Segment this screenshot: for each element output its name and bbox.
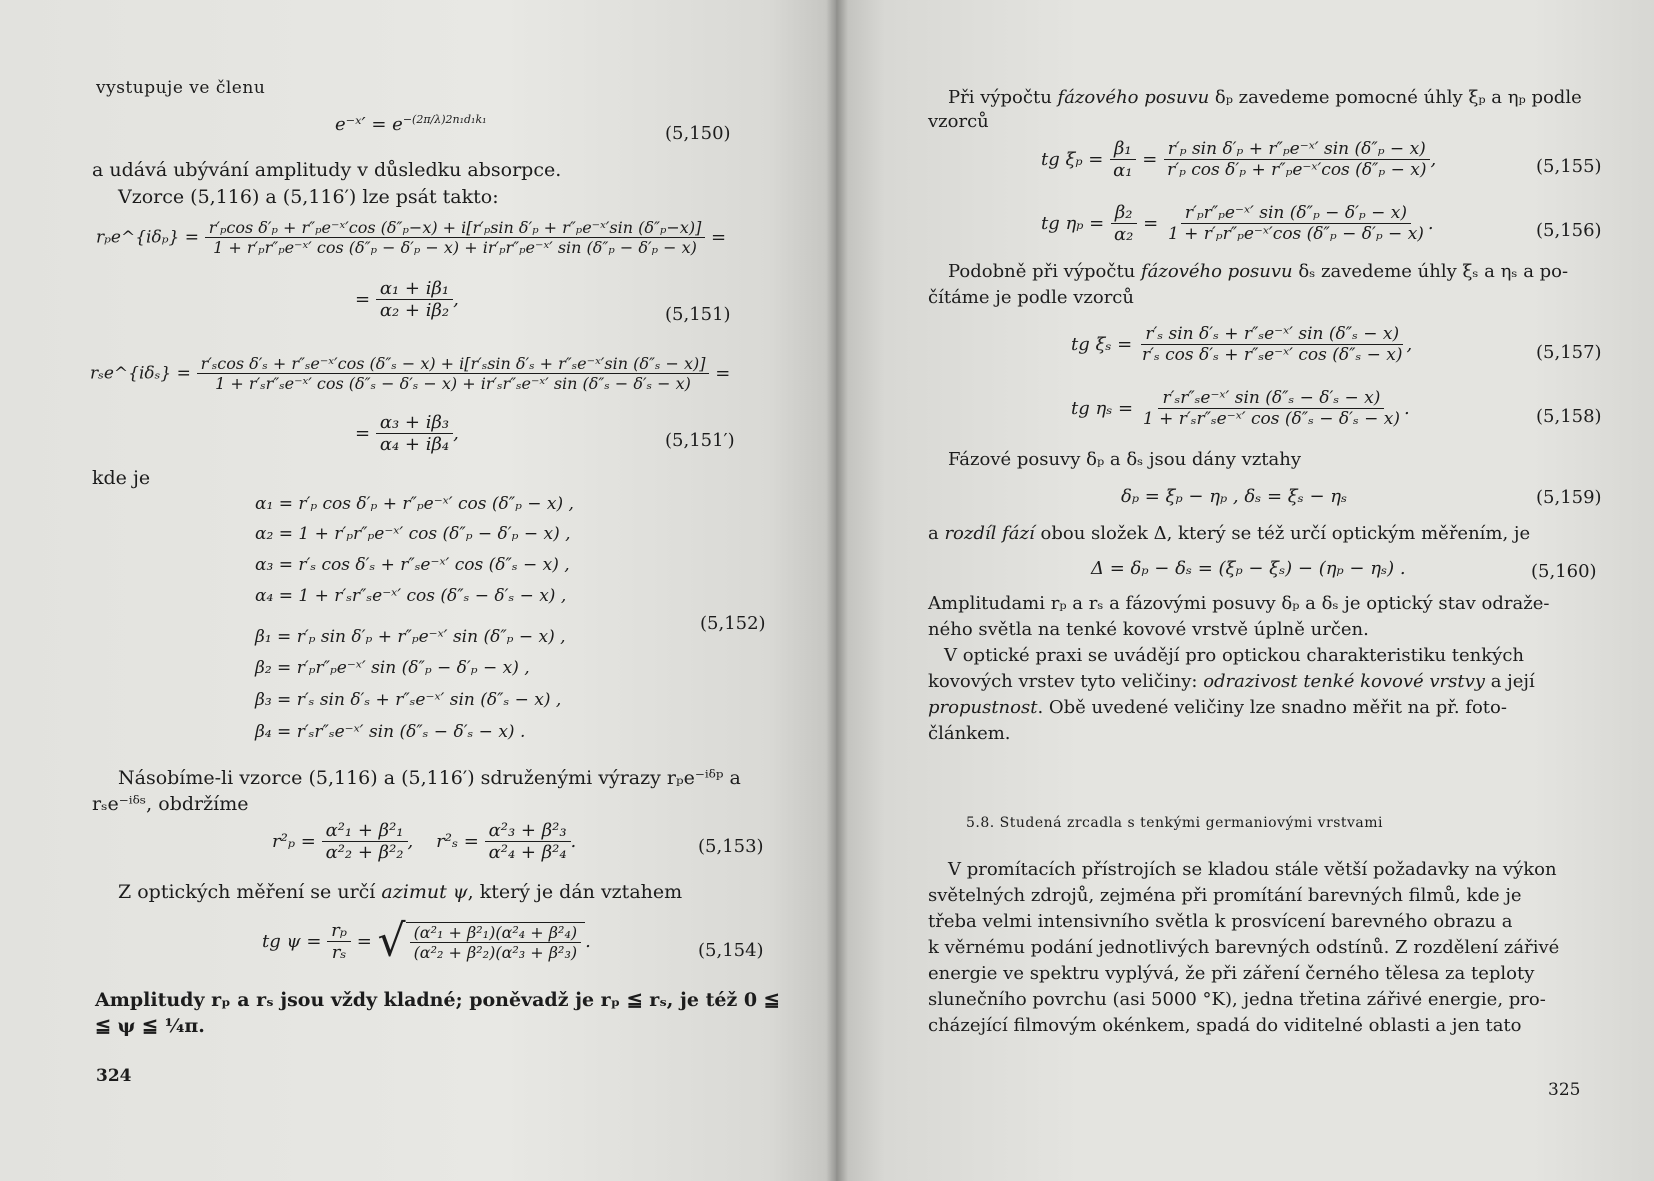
- text-rozdil-pre: a: [928, 523, 945, 544]
- eq-5157-den: r′ₛ cos δ′ₛ + r″ₛe⁻ˣ′ cos (δ″ₛ − x): [1142, 345, 1403, 365]
- equation-5151p: rₛe^{iδₛ} = r′ₛcos δ′ₛ + r″ₛe⁻ˣ′cos (δ″ₛ − x) + i[r′ₛsin δ′ₛ + r″ₛe⁻ˣ′sin (δ″ₛ − x)] 1 + r′ₛr″ₛe⁻ˣ′ cos (δ″ₛ − δ′ₛ − x) + ir′ₛr″ₛe⁻ˣ′ sin (δ″ₛ − δ′ₛ − x) =: [90, 354, 731, 393]
- equation-5151-result: = $\frac{\text{α₁ + iβ₁}}{\text{α₂ + iβ₂}}$ ,: [355, 278, 459, 321]
- eq-5156-num: r′ₚr″ₚe⁻ˣ′ sin (δ″ₚ − δ′ₚ − x): [1181, 203, 1411, 224]
- text-amplitudami-2: ného světla na tenké kovové vrstvě úplně určen.: [928, 619, 1369, 640]
- eq-5156-f1-den: α₂: [1114, 224, 1134, 245]
- text-pri-vypoctu-emphasis: fázového posuvu: [1057, 87, 1210, 108]
- text-opticke-praxi-3: [928, 696, 1507, 720]
- eq-5153-b-num: α²₃ + β²₃: [485, 820, 571, 842]
- text-fazove-posuvy: Fázové posuvy δₚ a δₛ jsou dány vztahy: [948, 449, 1302, 470]
- equation-5154: tg ψ = $\frac{\text{rₚ}}{\text{rₛ}}$ = √ $\frac{\text{(α²₁ + β²₁)(α²₄ + β²₄)}}{\text{(α²₂ + β²₂)(α²₃ + β²₃)}}$ .: [262, 915, 591, 967]
- text-vzorcu: vzorců: [928, 111, 989, 132]
- text-promitacich-2: světelných zdrojů, zejména při promítání barevných filmů, kde je: [928, 885, 1522, 906]
- eq-5151-denominator: 1 + r′ₚr″ₚe⁻ˣ′ cos (δ″ₚ − δ′ₚ − x) + ir′ₚr″ₚe⁻ˣ′ sin (δ″ₚ − δ′ₚ − x): [213, 238, 697, 257]
- text-azimut-post: , který je dán vztahem: [467, 881, 683, 903]
- eq-5150-lhs: e⁻ˣ′ = e: [335, 114, 403, 135]
- text-vzorce: Vzorce (5,116) a (5,116′) lze psát takto:: [118, 186, 499, 208]
- text-podobne-pre: Podobně při výpočtu: [948, 261, 1141, 282]
- text-opticke-praxi-1: V optické praxi se uvádějí pro optickou charakteristiku tenkých: [944, 645, 1525, 666]
- text-pri-vypoctu-post: δₚ zavedeme pomocné úhly ξₚ a ηₚ podle: [1209, 87, 1582, 108]
- eq-5156-f1-num: β₂: [1111, 202, 1137, 224]
- eq-5155-f2: [1163, 139, 1430, 180]
- text-pocitame: čítáme je podle vzorců: [928, 287, 1134, 308]
- eq-5152-line-1: α₁ = r′ₚ cos δ′ₚ + r″ₚe⁻ˣ′ cos (δ″ₚ − x) ,: [255, 494, 574, 514]
- eq-5152-line-5: β₁ = r′ₚ sin δ′ₚ + r″ₚe⁻ˣ′ sin (δ″ₚ − x) ,: [255, 627, 566, 647]
- text-pri-vypoctu: [948, 86, 1582, 110]
- eq-5152-line-8: β₄ = r′ₛr″ₛe⁻ˣ′ sin (δ″ₛ − δ′ₛ − x) .: [255, 722, 526, 742]
- eq-5152-line-4: α₄ = 1 + r′ₛr″ₛe⁻ˣ′ cos (δ″ₛ − δ′ₛ − x) ,: [255, 586, 567, 606]
- eq-5151p-res-den: α₄ + iβ₄: [379, 434, 450, 455]
- equation-5160: Δ = δₚ − δₛ = (ξₚ − ξₛ) − (ηₚ − ηₛ) .: [1091, 558, 1406, 579]
- text-azimut-emphasis: azimut ψ: [381, 881, 468, 903]
- text-rozdil-post: obou složek Δ, který se též určí optickým měřením, je: [1034, 523, 1531, 544]
- text-azimut: [118, 880, 682, 904]
- eq-5152-line-3: α₃ = r′ₛ cos δ′ₛ + r″ₛe⁻ˣ′ cos (δ″ₛ − x) ,: [255, 555, 570, 575]
- equation-5155: tg ξₚ = $\frac{\text{β₁}}{\text{α₁}}$ = $\frac{\text{r′ₚ sin δ′ₚ + r″ₚe⁻ˣ′ sin (δ″ₚ − x)}}{\text{r′ₚ cos δ′ₚ + r″ₚe⁻ˣ′cos (δ″ₚ − x)}}$ ,: [1041, 138, 1437, 181]
- eq-5158-num: r′ₛr″ₛe⁻ˣ′ sin (δ″ₛ − δ′ₛ − x): [1158, 388, 1384, 409]
- text-pri-vypoctu-pre: Při výpočtu: [948, 87, 1058, 108]
- text-nasobime-1: Násobíme-li vzorce (5,116) a (5,116′) sdruženými výrazy rₚe⁻ⁱᵟᵖ a: [118, 767, 741, 789]
- eq-5150-exponent: −(2π/λ)2n₁d₁k₁: [402, 113, 487, 126]
- equation-5153: r²ₚ = $\frac{\text{α²₁ + β²₁}}{\text{α²₂ + β²₂}}$ , r²ₛ = $\frac{\text{α²₃ + β²₃}}{\text{α²₄ + β²₄}}$ .: [272, 820, 577, 863]
- eq-5155-lhs: tg ξₚ =: [1041, 149, 1104, 170]
- text-amplitudy-2: ≦ ψ ≦ ¼π.: [95, 1015, 205, 1037]
- eq-5151p-numerator: r′ₛcos δ′ₛ + r″ₛe⁻ˣ′cos (δ″ₛ − x) + i[r′ₛsin δ′ₛ + r″ₛe⁻ˣ′sin (δ″ₛ − x)]: [197, 354, 710, 374]
- eq-5153-b-lhs: r²ₛ =: [436, 831, 479, 852]
- intro-line: vystupuje ve členu: [96, 78, 266, 98]
- text-promitacich-3: třeba velmi intensivního světla k prosvícení barevného obrazu a: [928, 911, 1513, 932]
- radical-sign-icon: √: [377, 915, 406, 967]
- equation-5150: [335, 113, 487, 135]
- text-nasobime-2: rₛe⁻ⁱᵟˢ, obdržíme: [92, 793, 249, 815]
- eq-5155-den: r′ₚ cos δ′ₚ + r″ₚe⁻ˣ′cos (δ″ₚ − x): [1167, 160, 1427, 180]
- eq-number-5150: (5,150): [665, 123, 731, 144]
- eq-number-5160: (5,160): [1531, 561, 1597, 582]
- eq-5158-den: 1 + r′ₛr″ₛe⁻ˣ′ cos (δ″ₛ − δ′ₛ − x): [1142, 409, 1400, 429]
- text-rozdil-fazi: [928, 522, 1530, 546]
- text-opticke-praxi-2-pre: kovových vrstev tyto veličiny:: [928, 671, 1204, 692]
- right-page: [836, 0, 1654, 1181]
- eq-5155-num: r′ₚ sin δ′ₚ + r″ₚe⁻ˣ′ sin (δ″ₚ − x): [1164, 139, 1430, 160]
- text-amplitudy-1: Amplitudy rₚ a rₛ jsou vždy kladné; poněvadž je rₚ ≦ rₛ, je též 0 ≦: [95, 989, 780, 1011]
- eq-number-5153: (5,153): [698, 836, 764, 857]
- section-heading: 5.8. Studená zrcadla s tenkými germaniovými vrstvami: [966, 815, 1384, 831]
- eq-5153-a-lhs: r²ₚ =: [272, 831, 316, 852]
- text-amplitudami-1: Amplitudami rₚ a rₛ a fázovými posuvy δₚ a δₛ je optický stav odraže-: [928, 593, 1550, 614]
- text-opticke-praxi-2-emphasis: odrazivost tenké kovové vrstvy: [1203, 671, 1485, 692]
- eq-5151-res-num: α₁ + iβ₁: [376, 278, 453, 300]
- eq-number-5152: (5,152): [700, 613, 766, 634]
- text-opticke-praxi-2: [928, 670, 1535, 694]
- eq-5156-lhs: tg ηₚ =: [1041, 213, 1105, 234]
- eq-5152-line-7: β₃ = r′ₛ sin δ′ₛ + r″ₛe⁻ˣ′ sin (δ″ₛ − x) ,: [255, 690, 562, 710]
- eq-5154-radicand: [406, 922, 586, 962]
- text-podobne-emphasis: fázového posuvu: [1141, 261, 1293, 282]
- eq-5154-lhs: tg ψ =: [262, 931, 322, 952]
- eq-5158-fraction: [1139, 388, 1404, 429]
- eq-5156-f1: [1110, 202, 1137, 245]
- text-opticke-praxi-3-post: . Obě uvedené veličiny lze snadno měřit na př. foto-: [1037, 697, 1507, 718]
- eq-5153-a-fraction: [322, 820, 408, 863]
- eq-5151p-denominator: 1 + r′ₛr″ₛe⁻ˣ′ cos (δ″ₛ − δ′ₛ − x) + ir′ₛr″ₛe⁻ˣ′ sin (δ″ₛ − δ′ₛ − x): [215, 374, 691, 393]
- equation-5151p-result: = $\frac{\text{α₃ + iβ₃}}{\text{α₄ + iβ₄}}$ ,: [355, 412, 459, 455]
- eq-5155-f1-den: α₁: [1113, 160, 1133, 181]
- eq-5153-b-den: α²₄ + β²₄: [488, 842, 567, 863]
- eq-5157-num: r′ₛ sin δ′ₛ + r″ₛe⁻ˣ′ sin (δ″ₛ − x): [1141, 324, 1403, 345]
- eq-5152-line-2: α₂ = 1 + r′ₚr″ₚe⁻ˣ′ cos (δ″ₚ − δ′ₚ − x) ,: [255, 524, 571, 544]
- text-promitacich-4: k věrnému podání jednotlivých barevných odstínů. Z rozdělení zářivé: [928, 937, 1560, 958]
- text-absorpce: a udává ubývání amplitudy v důsledku absorpce.: [92, 159, 562, 181]
- text-promitacich-1: V promítacích přístrojích se kladou stále větší požadavky na výkon: [948, 859, 1557, 880]
- text-promitacich-7: cházející filmovým okénkem, spadá do viditelné oblasti a jen tato: [928, 1015, 1522, 1036]
- eq-5154-fraction: [327, 920, 351, 963]
- eq-number-5151p: (5,151′): [665, 430, 735, 451]
- eq-5151p-res-num: α₃ + iβ₃: [376, 412, 453, 434]
- eq-5154-f-num: rₚ: [327, 920, 351, 942]
- text-opticke-praxi-3-emphasis: propustnost: [928, 697, 1038, 718]
- text-rozdil-emphasis: rozdíl fází: [944, 523, 1035, 544]
- eq-5153-a-den: α²₂ + β²₂: [325, 842, 404, 863]
- eq-5154-rad-num: (α²₁ + β²₁)(α²₄ + β²₄): [410, 923, 582, 943]
- text-azimut-pre: Z optických měření se určí: [118, 881, 382, 903]
- kde-je-label: kde je: [92, 467, 151, 489]
- page-number-right: 325: [1548, 1080, 1581, 1100]
- eq-number-5157: (5,157): [1536, 342, 1602, 363]
- eq-5151p-fraction: [197, 354, 710, 393]
- eq-number-5156: (5,156): [1536, 220, 1602, 241]
- text-promitacich-6: slunečního povrchu (asi 5000 °K), jedna třetina zářivé energie, pro-: [928, 989, 1546, 1010]
- eq-5151-lhs: rₚe^{iδₚ} =: [96, 227, 199, 248]
- text-podobne: [948, 260, 1568, 284]
- eq-5157-fraction: [1138, 324, 1407, 365]
- eq-number-5159: (5,159): [1536, 487, 1602, 508]
- text-opticke-praxi-2-post: a její: [1484, 671, 1535, 692]
- equation-5157: tg ξₛ = $\frac{\text{r′ₛ sin δ′ₛ + r″ₛe⁻ˣ′ sin (δ″ₛ − x)}}{\text{r′ₛ cos δ′ₛ + r″ₛe⁻ˣ′ cos (δ″ₛ − x)}}$ ,: [1071, 324, 1413, 365]
- text-opticke-praxi-4: článkem.: [928, 723, 1011, 744]
- page-number-left: 324: [96, 1066, 132, 1086]
- eq-5153-b-fraction: [485, 820, 571, 863]
- eq-number-5151: (5,151): [665, 304, 731, 325]
- equation-5159: δₚ = ξₚ − ηₚ , δₛ = ξₛ − ηₛ: [1121, 486, 1348, 507]
- eq-5154-rad-den: (α²₂ + β²₂)(α²₃ + β²₃): [413, 942, 578, 962]
- eq-5153-a-num: α²₁ + β²₁: [322, 820, 408, 842]
- text-podobne-post: δₛ zavedeme úhly ξₛ a ηₛ a po-: [1292, 261, 1569, 282]
- eq-5155-f1-num: β₁: [1110, 138, 1136, 160]
- eq-number-5155: (5,155): [1536, 156, 1602, 177]
- eq-5156-f2: [1164, 203, 1428, 244]
- eq-5157-lhs: tg ξₛ =: [1071, 334, 1133, 355]
- eq-5151p-result-fraction: [376, 412, 453, 455]
- equation-5158: tg ηₛ = $\frac{\text{r′ₛr″ₛe⁻ˣ′ sin (δ″ₛ − δ′ₛ − x)}}{\text{1 + r′ₛr″ₛe⁻ˣ′ cos (δ″ₛ − δ′ₛ − x)}}$ .: [1071, 388, 1410, 429]
- eq-number-5158: (5,158): [1536, 406, 1602, 427]
- eq-5154-f-den: rₛ: [331, 942, 347, 963]
- eq-number-5154: (5,154): [698, 940, 764, 961]
- eq-5151p-lhs: rₛe^{iδₛ} =: [90, 363, 191, 384]
- eq-5158-lhs: tg ηₛ =: [1071, 398, 1134, 419]
- eq-5151-res-den: α₂ + iβ₂: [379, 300, 450, 321]
- eq-5156-den: 1 + r′ₚr″ₚe⁻ˣ′cos (δ″ₚ − δ′ₚ − x): [1167, 224, 1424, 244]
- eq-5151-result-fraction: [376, 278, 453, 321]
- equation-5151: rₚe^{iδₚ} = r′ₚcos δ′ₚ + r″ₚe⁻ˣ′cos (δ″ₚ−x) + i[r′ₚsin δ′ₚ + r″ₚe⁻ˣ′sin (δ″ₚ−x)] 1 + r′ₚr″ₚe⁻ˣ′ cos (δ″ₚ − δ′ₚ − x) + ir′ₚr″ₚe⁻ˣ′ sin (δ″ₚ − δ′ₚ − x) =: [96, 218, 727, 257]
- eq-5155-f1: [1109, 138, 1136, 181]
- eq-5151-numerator: r′ₚcos δ′ₚ + r″ₚe⁻ˣ′cos (δ″ₚ−x) + i[r′ₚsin δ′ₚ + r″ₚe⁻ˣ′sin (δ″ₚ−x)]: [205, 218, 706, 238]
- equation-5156: tg ηₚ = $\frac{\text{β₂}}{\text{α₂}}$ = $\frac{\text{r′ₚr″ₚe⁻ˣ′ sin (δ″ₚ − δ′ₚ − x)}}{\text{1 + r′ₚr″ₚe⁻ˣ′cos (δ″ₚ − δ′ₚ − x)}}$ .: [1041, 202, 1434, 245]
- eq-5151-fraction: [205, 218, 706, 257]
- text-promitacich-5: energie ve spektru vyplývá, že při záření černého tělesa za teploty: [928, 963, 1535, 984]
- book-gutter: [826, 0, 848, 1181]
- eq-5152-line-6: β₂ = r′ₚr″ₚe⁻ˣ′ sin (δ″ₚ − δ′ₚ − x) ,: [255, 658, 530, 678]
